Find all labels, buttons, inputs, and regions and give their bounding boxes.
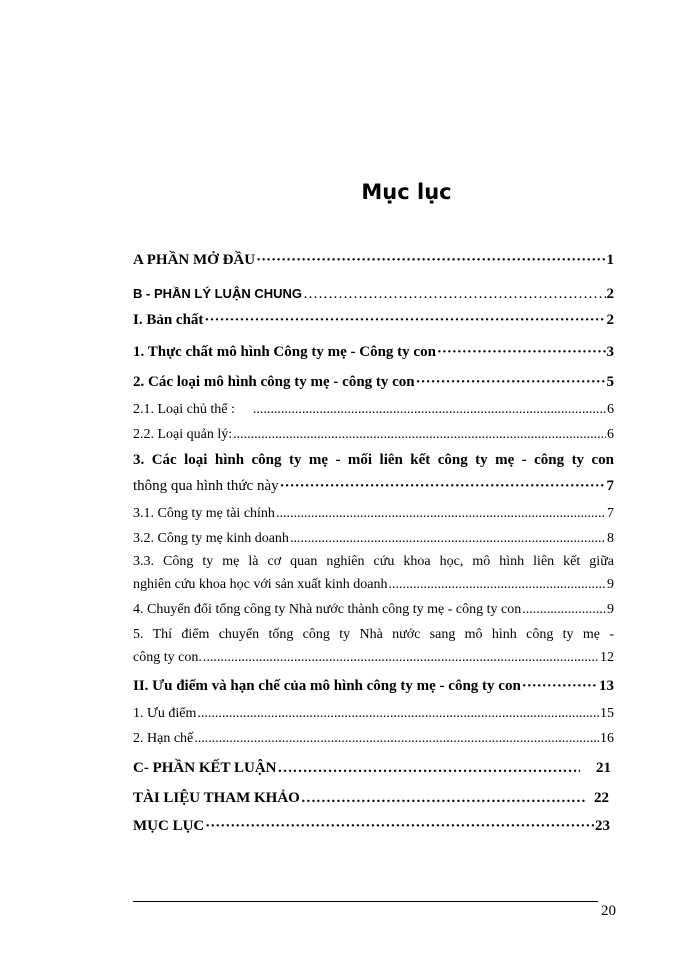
toc-entry <box>133 344 614 361</box>
toc-entry-page: 7 <box>606 478 614 494</box>
toc-entry-label: thông qua hình thức này <box>133 478 279 494</box>
toc-entry-label: A PHẦN MỞ ĐẦU <box>133 252 256 268</box>
toc-entry-label: 2.2. Loại quản lý: <box>133 427 233 442</box>
toc-entry-label: C- PHẦN KẾT LUẬN <box>133 760 277 776</box>
toc-leader <box>522 602 606 618</box>
toc-leader <box>416 374 606 391</box>
toc-leader <box>437 344 606 361</box>
toc-entry <box>133 731 614 747</box>
toc-entry-label: nghiên cứu khoa học với sản xuất kinh doanh <box>133 577 388 592</box>
toc-leader <box>276 506 606 522</box>
toc-entry-line1: 5. Thí điểm chuyển tổng công ty Nhà nước sang mô hình công ty mẹ - <box>133 627 614 642</box>
toc-entry <box>133 531 614 547</box>
toc-entry-page: 16 <box>600 731 614 746</box>
toc-entry-line1: 3.3. Công ty mẹ là cơ quan nghiên cứu khoa học, mô hình liên kết giữa <box>133 554 614 569</box>
toc-entry <box>133 402 614 418</box>
toc-entry <box>133 506 614 522</box>
toc-leader <box>290 531 606 547</box>
toc-leader <box>233 427 606 443</box>
toc-entry-label: TÀI LIỆU THAM KHẢO <box>133 790 300 806</box>
toc-leader <box>194 731 599 747</box>
toc-entry-page: 6 <box>607 402 614 417</box>
toc-entry-label: 3.1. Công ty mẹ tài chính <box>133 506 275 521</box>
toc-entry <box>133 706 614 722</box>
toc-entry <box>133 790 609 807</box>
toc-entry-page: 7 <box>607 506 614 521</box>
toc-entry-page: 12 <box>600 650 614 665</box>
toc-entry-label: 1. Ưu điểm <box>133 706 197 721</box>
toc-entry-line1: 3. Các loại hình công ty mẹ - mối liên kết công ty mẹ - công ty con <box>133 452 614 468</box>
toc-entry-page: 9 <box>607 577 614 592</box>
toc-entry-page: 6 <box>607 427 614 442</box>
toc-leader <box>303 286 606 303</box>
toc-entry-page: 5 <box>606 374 614 390</box>
toc-entry-label: công ty con. <box>133 650 202 665</box>
toc-entry <box>133 374 614 391</box>
toc-entry <box>133 650 614 666</box>
toc-entry-label: 4. Chuyển đổi tổng công ty Nhà nước thành công ty mẹ - công ty con <box>133 602 522 617</box>
toc-entry-label: MỤC LỤC <box>133 818 205 834</box>
toc-entry-page: 15 <box>600 706 614 721</box>
toc-entry-page: 1 <box>606 252 614 268</box>
toc-entry <box>133 577 614 593</box>
toc-leader <box>253 402 606 418</box>
toc-entry-label: 2. Hạn chế <box>133 731 194 746</box>
toc-entry-page: 3 <box>606 344 614 360</box>
toc-entry-label: 2. Các loại mô hình công ty mẹ - công ty con <box>133 374 415 390</box>
toc-entry-page: 22 <box>594 790 609 806</box>
toc-leader <box>204 312 605 329</box>
toc-entry-label: 2.1. Loại chủ thể : <box>133 402 235 417</box>
toc-entry-page: 2 <box>606 286 614 302</box>
toc-leader <box>301 790 586 807</box>
page-title: Mục lục <box>361 180 452 204</box>
toc-entry <box>133 286 614 303</box>
toc-entry <box>133 602 614 618</box>
toc-entry-page: 8 <box>607 531 614 546</box>
toc-entry <box>133 252 614 269</box>
toc-entry-page: 21 <box>596 760 611 776</box>
toc-entry-label: I. Bản chất <box>133 312 204 328</box>
toc-leader <box>205 818 594 835</box>
toc-leader <box>389 577 607 593</box>
toc-entry-page: 23 <box>595 818 610 834</box>
toc-leader <box>522 678 598 695</box>
toc-leader <box>277 760 580 777</box>
toc-entry <box>133 760 611 777</box>
footer-rule <box>133 901 598 902</box>
toc-entry-page: 9 <box>607 602 614 617</box>
toc-entry-page: 2 <box>606 312 614 328</box>
toc-leader <box>256 252 605 269</box>
toc-entry <box>133 678 614 695</box>
toc-leader <box>197 706 599 722</box>
toc-leader <box>203 650 599 666</box>
toc-entry-label: 3.2. Công ty mẹ kinh doanh <box>133 531 289 546</box>
page-number: 20 <box>601 903 616 919</box>
toc-entry-label: II. Ưu điểm và hạn chế của mô hình công ty mẹ - công ty con <box>133 678 521 694</box>
toc-entry-label: B - PHẦN LÝ LUẬN CHUNG <box>133 286 302 301</box>
toc-entry <box>133 818 610 835</box>
toc-entry <box>133 427 614 443</box>
toc-entry <box>133 478 614 495</box>
toc-entry <box>133 312 614 329</box>
toc-leader <box>280 478 606 495</box>
toc-entry-label: 1. Thực chất mô hình Công ty mẹ - Công ty con <box>133 344 436 360</box>
toc-entry-page: 13 <box>599 678 614 694</box>
